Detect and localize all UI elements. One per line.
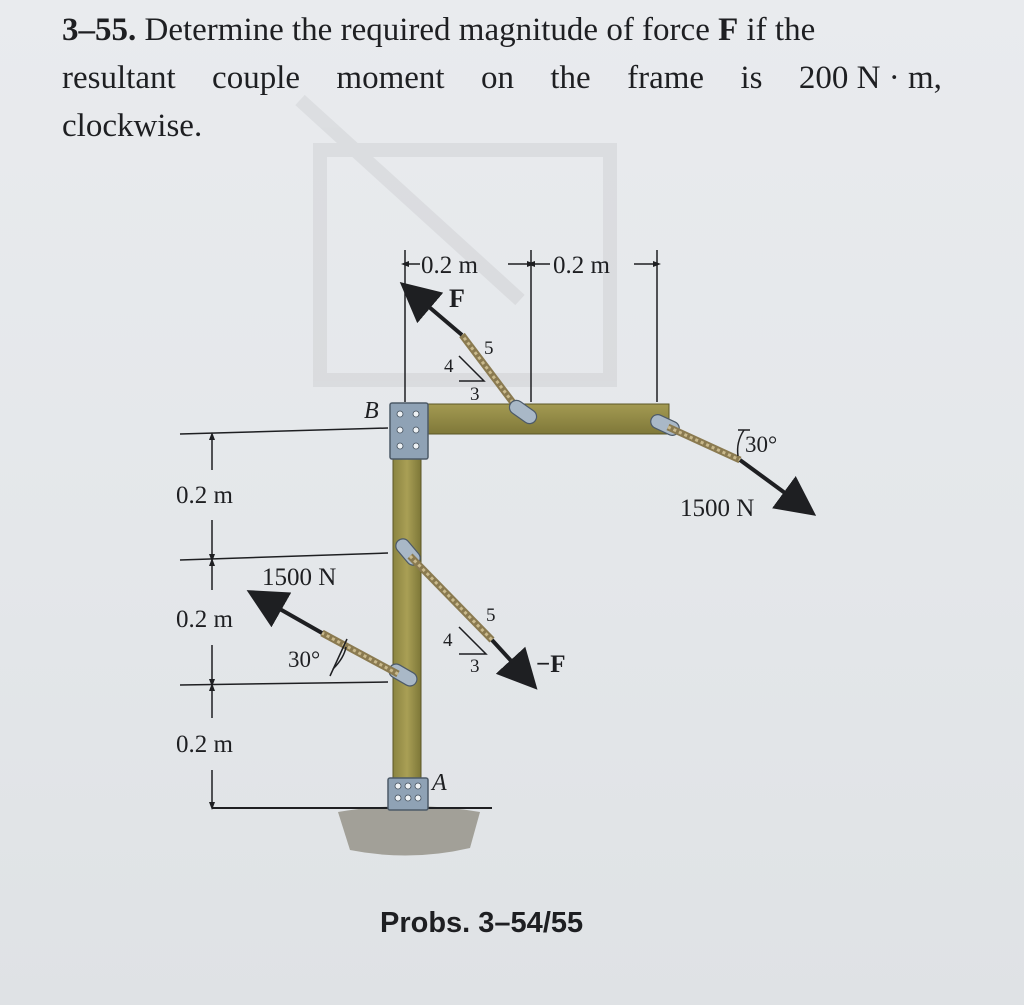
arrow-neg-f xyxy=(492,640,524,675)
slope-top-b: 3 xyxy=(470,384,480,405)
ground-hatch xyxy=(338,806,480,856)
word: 200 N · m, xyxy=(798,60,942,96)
slope-top-a: 4 xyxy=(444,356,454,377)
label-neg-f: −F xyxy=(536,651,566,678)
angle-arc-right xyxy=(738,430,744,456)
joint-plate-b xyxy=(390,403,428,459)
dim-left-2: 0.2 m xyxy=(176,606,233,633)
background-ghost xyxy=(300,100,610,380)
force-left-label: 1500 N xyxy=(262,564,337,591)
dim-top-right: 0.2 m xyxy=(553,252,610,279)
word: the xyxy=(550,60,591,96)
label-f: F xyxy=(449,284,465,313)
word: couple xyxy=(212,60,301,96)
slope-mid-a: 4 xyxy=(443,630,453,651)
slope-mid-c: 5 xyxy=(486,605,496,626)
word: moment xyxy=(336,60,445,96)
word: is xyxy=(740,60,763,96)
word: on xyxy=(480,60,514,96)
label-a: A xyxy=(432,770,447,796)
vertical-member xyxy=(393,418,421,796)
arrow-left-1500 xyxy=(264,600,322,633)
problem-text-1-end: if the xyxy=(746,12,816,48)
problem-line-3: clockwise. xyxy=(62,108,203,144)
problem-number: 3–55. xyxy=(62,12,137,48)
figure-caption: Probs. 3–54/55 xyxy=(380,907,584,939)
angle-right: 30° xyxy=(745,432,778,457)
slope-top-c: 5 xyxy=(484,338,494,359)
dim-left-3: 0.2 m xyxy=(176,731,233,758)
problem-text-1: Determine the required magnitude of force xyxy=(144,12,710,48)
dim-left-1: 0.2 m xyxy=(176,482,233,509)
angle-left: 30° xyxy=(288,647,321,672)
word: frame xyxy=(627,60,705,96)
label-b: B xyxy=(364,398,379,424)
dim-top-left: 0.2 m xyxy=(421,252,478,279)
force-right-label: 1500 N xyxy=(680,495,755,522)
cable-neg-f xyxy=(410,556,492,640)
word: resultant xyxy=(62,60,176,96)
slope-mid-b: 3 xyxy=(470,656,480,677)
force-symbol: F xyxy=(718,12,739,48)
